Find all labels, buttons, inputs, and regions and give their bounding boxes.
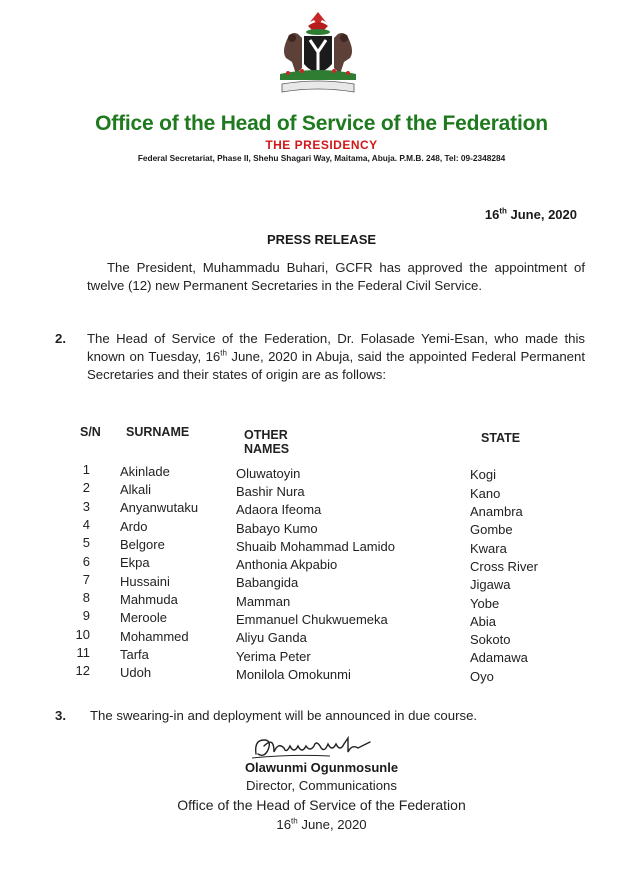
cell-surname: Ardo [120,518,148,534]
header-other-names: OTHER NAMES [244,428,290,456]
press-release-heading: PRESS RELEASE [266,232,377,247]
cell-sn: 6 [82,553,90,569]
cell-surname: Hussaini [120,573,170,589]
cell-sn: 5 [82,535,90,551]
cell-surname: Mohammed [120,628,189,644]
cell-surname: Meroole [120,610,167,626]
paragraph-2: 2. The Head of Service of the Federation, Dr. Folasade Yemi-Esan, who made this known on Tuesday, 16th June, 2020 in Abuja, said the appointed Federal Permanent Secretaries and their states of origin are as follows: [55,331,585,382]
cell-surname: Mahmuda [120,591,178,607]
cell-sn: 1 [82,462,90,477]
cell-other-names: Anthonia Akpabio [236,557,338,573]
cell-sn: 3 [82,498,90,514]
signoff-date: 16th June, 2020 [276,816,367,832]
cell-sn: 2 [82,480,90,496]
cell-other-names: Oluwatoyin [236,465,301,481]
cell-state: Anambra [470,504,523,519]
cell-sn: 4 [82,516,90,532]
header-state: STATE [481,431,521,445]
cell-sn: 11 [76,645,90,660]
signatory-title: Director, Communications [246,778,397,793]
paragraph-number: 2. [55,331,66,346]
cell-sn: 9 [82,608,90,624]
cell-state: Oyo [470,668,494,684]
cell-surname: Akinlade [120,463,170,479]
signatory-name: Olawunmi Ogunmosunle [244,760,399,775]
cell-state: Kwara [470,540,507,556]
cell-state: Sokoto [470,632,511,648]
header-sn: S/N [80,425,101,439]
cell-other-names: Babayo Kumo [236,520,318,536]
cell-other-names: Aliyu Ganda [236,630,307,646]
cell-state: Kano [470,485,501,501]
cell-surname: Ekpa [120,555,150,571]
cell-state: Cross River [470,558,538,574]
office-address: Federal Secretariat, Phase II, Shehu Shagari Way, Maitama, Abuja. P.M.B. 248, Tel: 09-2348284 [137,153,506,163]
cell-other-names: Yerima Peter [236,648,311,664]
cell-other-names: Monilola Omokunmi [236,666,351,682]
release-date: 16th June, 2020 [484,206,577,222]
paragraph-number: 3. [55,708,66,723]
cell-surname: Belgore [120,537,165,552]
cell-other-names: Bashir Nura [236,483,305,499]
signatory-office: Office of the Head of Service of the Federation [177,797,466,813]
cell-other-names: Emmanuel Chukwuemeka [236,612,388,627]
office-title: Office of the Head of Service of the Federation [95,112,548,135]
cell-state: Jigawa [470,577,511,593]
cell-surname: Anyanwutaku [120,500,199,516]
cell-sn: 7 [82,571,90,587]
paragraph-1: The President, Muhammadu Buhari, GCFR has approved the appointment of twelve (12) new Permanent Secretaries in the Federal Civil Service. [87,260,585,293]
press-release-document: Office of the Head of Service of the Federation THE PRESIDENCY Federal Secretariat, Phase II, Shehu Shagari Way, Maitama, Abuja. P.M.B. 248, Tel: 09-2348284 16th June, 2020 PRESS RELEASE The President, Muhammadu Buhari, GCFR has approved the appointment of twelve (12) new Permanent Secretaries in the Federal Civil Service. 2. The Head of Service of the Federation, Dr. Folasade Yemi-Esan, who made this known on Tuesday, 16th June, 2020 in Abuja, said the appointed Federal Permanent Secretaries and their states of origin are as follows: S/N SURNAME OTHER NAMES STATE 1 Akinlade Oluwatoyin Kogi 2 Alkali Bashir Nura Kano 3 Anyanwutaku Adaora Ifeoma Anambra 4 Ardo Babayo Kumo Gombe 5 Belgore Shuaib Mohammad Lamido Kwara 6 Ekpa Anthonia Akpabio Cross River 7 Hussaini Babangida Jigawa 8 Mahmuda Mamman Yobe 9 Meroole Emmanuel Chukwuemeka Abia 10 Mohammed Aliyu Ganda Sokoto 11 Tarfa Yerima Peter Adamawa 12 Udoh Monilola Omokunmi Oyo 3. The swearing-in and deployment will be announced in due course. Olawunmi Ogunmosunle Director, Communications Office of the Head of Service of the Federation 16th June, 2020 [0,0,643,871]
cell-sn: 12 [75,663,90,679]
cell-surname: Udoh [120,665,152,681]
header-surname: SURNAME [126,425,190,439]
cell-sn: 8 [82,590,90,606]
cell-other-names: Babangida [236,575,299,591]
cell-other-names: Shuaib Mohammad Lamido [236,538,395,554]
cell-state: Kogi [470,467,497,483]
cell-state: Abia [470,613,497,629]
cell-sn: 10 [75,626,90,642]
cell-surname: Tarfa [120,646,149,662]
presidency-label: THE PRESIDENCY [265,138,378,152]
coat-of-arms-icon [268,8,368,100]
cell-other-names: Adaora Ifeoma [236,502,322,518]
cell-state: Yobe [470,595,500,611]
cell-other-names: Mamman [236,593,291,609]
cell-state: Adamawa [470,650,528,666]
cell-state: Gombe [470,522,513,538]
cell-surname: Alkali [120,482,152,498]
